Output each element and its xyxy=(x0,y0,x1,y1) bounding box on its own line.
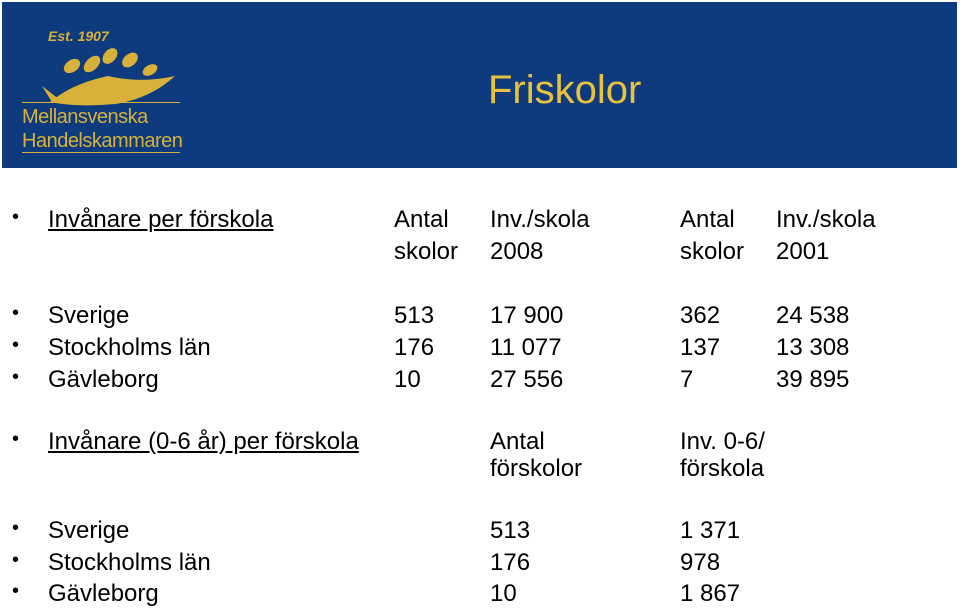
table2-header-row2 xyxy=(0,455,960,487)
table-row xyxy=(0,517,960,549)
crown-icon xyxy=(30,46,190,108)
row-region: Gävleborg xyxy=(48,366,159,393)
table1-header-row1 xyxy=(0,206,960,238)
chamber-logo xyxy=(8,6,208,168)
table1-col-inv-2001: Inv./skola xyxy=(776,206,876,233)
table1-col-inv-2008-sub: 2008 xyxy=(490,238,544,265)
row-inv-2008: 11 077 xyxy=(490,334,562,361)
table1-col-count-2001: Antal xyxy=(680,206,735,233)
row-inv: 1 867 xyxy=(680,580,741,607)
row-count-2008: 10 xyxy=(394,366,421,393)
row-region: Gävleborg xyxy=(48,580,159,607)
logo-rule-top xyxy=(22,102,180,103)
table1-header-row2 xyxy=(0,238,960,270)
row-inv-2001: 13 308 xyxy=(776,334,850,361)
logo-est-text: Est. 1907 xyxy=(48,28,109,44)
row-inv-2001: 24 538 xyxy=(776,302,850,329)
table1-col-count-2008-sub: skolor xyxy=(394,238,459,265)
table1-title: Invånare per förskola xyxy=(48,206,274,233)
slide-title: Friskolor xyxy=(488,68,642,112)
row-inv-2008: 17 900 xyxy=(490,302,564,329)
header-band xyxy=(2,2,957,168)
table2-title: Invånare (0-6 år) per förskola xyxy=(48,428,359,455)
table1-col-inv-2001-sub: 2001 xyxy=(776,238,830,265)
bullet: • xyxy=(12,302,20,324)
bullet: • xyxy=(12,334,20,356)
row-count-2001: 362 xyxy=(680,302,721,329)
row-region: Sverige xyxy=(48,517,130,544)
bullet: • xyxy=(12,428,20,450)
row-count-2008: 513 xyxy=(394,302,435,329)
table-row xyxy=(0,366,960,398)
bullet: • xyxy=(12,549,20,571)
table2-col-count-sub: förskolor xyxy=(490,455,583,482)
header xyxy=(0,0,960,173)
bullet: • xyxy=(12,206,20,228)
table-row xyxy=(0,334,960,366)
row-count: 10 xyxy=(490,580,517,607)
row-count-2001: 137 xyxy=(680,334,721,361)
row-region: Sverige xyxy=(48,302,130,329)
logo-name-line1: Mellansvenska xyxy=(22,106,148,128)
table-row xyxy=(0,549,960,581)
table-row xyxy=(0,302,960,334)
row-inv-2001: 39 895 xyxy=(776,366,850,393)
row-count: 176 xyxy=(490,549,531,576)
table-row xyxy=(0,580,960,612)
row-inv: 978 xyxy=(680,549,721,576)
row-count-2008: 176 xyxy=(394,334,435,361)
table2-col-inv: Inv. 0-6/ xyxy=(680,428,765,455)
table1-col-count-2008: Antal xyxy=(394,206,449,233)
logo-rule-bottom xyxy=(22,152,180,153)
table2-col-inv-sub: förskola xyxy=(680,455,765,482)
row-region: Stockholms län xyxy=(48,334,211,361)
bullet: • xyxy=(12,580,20,602)
row-inv-2008: 27 556 xyxy=(490,366,564,393)
row-inv: 1 371 xyxy=(680,517,741,544)
row-region: Stockholms län xyxy=(48,549,211,576)
row-count-2001: 7 xyxy=(680,366,694,393)
table2-col-count: Antal xyxy=(490,428,545,455)
bullet: • xyxy=(12,366,20,388)
bullet: • xyxy=(12,517,20,539)
table1-col-count-2001-sub: skolor xyxy=(680,238,745,265)
table1-col-inv-2008: Inv./skola xyxy=(490,206,590,233)
row-count: 513 xyxy=(490,517,531,544)
logo-name-line2: Handelskammaren xyxy=(22,130,183,152)
